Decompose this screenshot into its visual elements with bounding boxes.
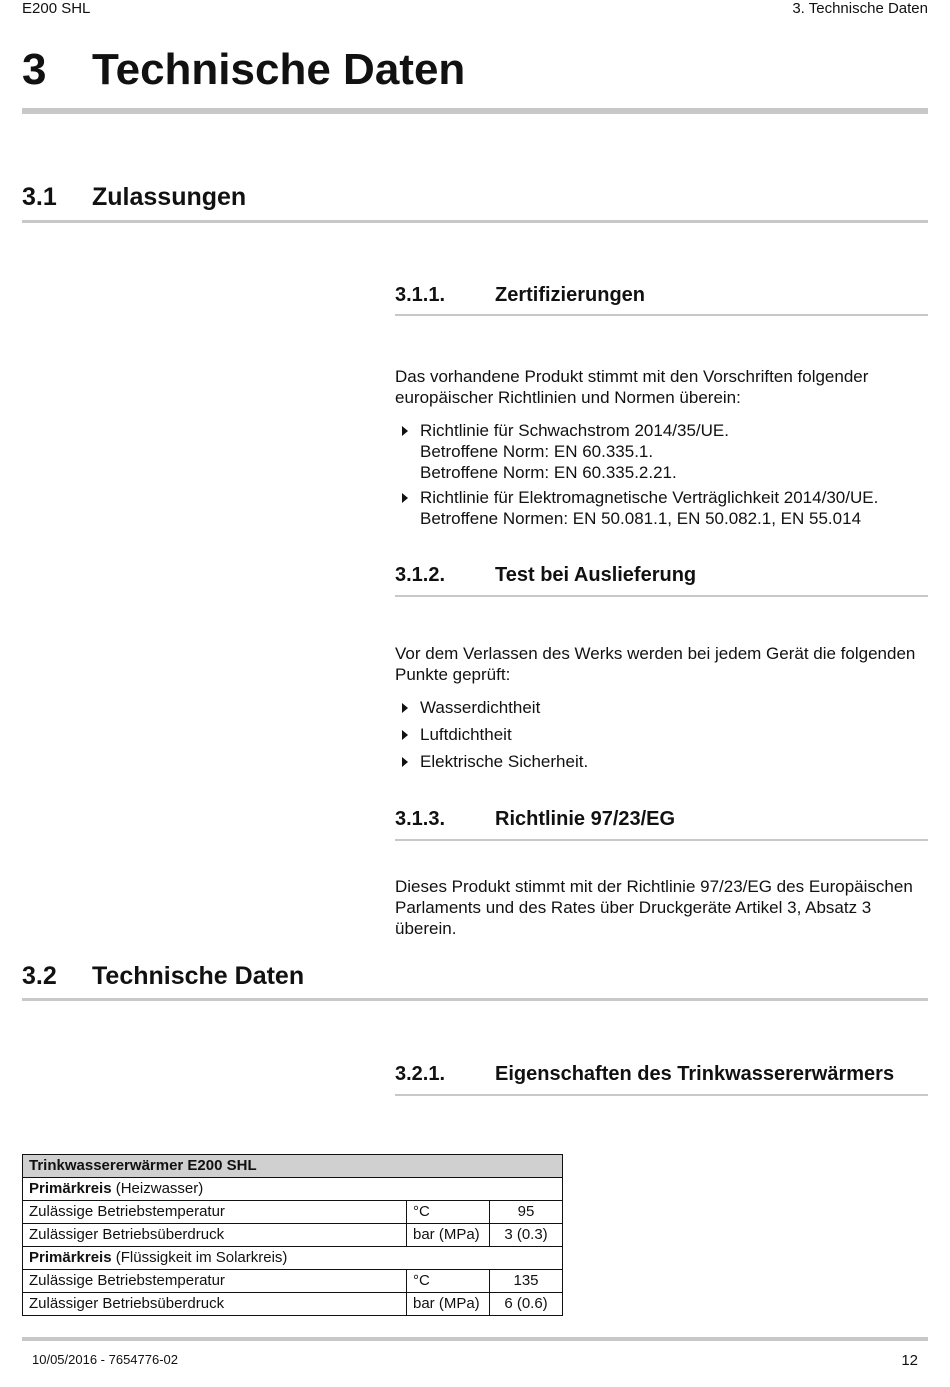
list-item <box>395 751 930 772</box>
chapter-rule <box>22 108 928 114</box>
certification-intro <box>395 366 930 408</box>
table-row <box>23 1293 563 1316</box>
section-number: 3.2 <box>22 962 57 990</box>
row-label: Zulässiger Betriebsüberdruck <box>23 1224 407 1247</box>
subsection-heading-3-1-2 <box>395 564 696 587</box>
section-title: Technische Daten <box>92 962 305 990</box>
footer-rule <box>22 1337 928 1341</box>
row-label: Zulässiger Betriebsüberdruck <box>23 1293 407 1316</box>
test-intro <box>395 643 930 685</box>
table-title-row <box>23 1155 563 1178</box>
bullet-triangle-icon <box>402 703 408 713</box>
table-row <box>23 1270 563 1293</box>
table-group-label <box>23 1247 563 1270</box>
subsection-title: Zertifizierungen <box>495 284 646 306</box>
section-title: Zulassungen <box>92 183 247 211</box>
group-label-rest: (Heizwasser) <box>111 1180 204 1197</box>
section-rule <box>22 220 928 223</box>
directive-text <box>395 876 930 939</box>
table-group-row <box>23 1247 563 1270</box>
subsection-number: 3.1.2. <box>395 564 446 586</box>
chapter-title <box>22 45 465 95</box>
page-number: 12 <box>901 1352 918 1369</box>
section-rule <box>22 998 928 1001</box>
text-line: Dieses Produkt stimmt mit der Richtlinie 97/23/EG des Europäischen <box>395 877 913 896</box>
running-header-left: E200 SHL <box>22 0 91 17</box>
text-line: Punkte geprüft: <box>395 665 511 684</box>
text-line: Betroffene Norm: EN 60.335.2.21. <box>420 463 677 482</box>
text-line: Das vorhandene Produkt stimmt mit den Vorschriften folgender <box>395 367 869 386</box>
row-unit: °C <box>407 1270 490 1293</box>
row-value: 95 <box>490 1201 563 1224</box>
text-line: Parlaments und des Rates über Druckgeräte Artikel 3, Absatz 3 <box>395 898 872 917</box>
list-item-text: Elektrische Sicherheit. <box>420 752 589 771</box>
subsection-heading-3-2-1 <box>395 1063 894 1086</box>
bullet-triangle-icon <box>402 426 408 436</box>
list-item <box>395 724 930 745</box>
list-item <box>395 697 930 718</box>
list-item <box>395 420 930 483</box>
bullet-triangle-icon <box>402 493 408 503</box>
subsection-title: Test bei Auslieferung <box>495 564 697 586</box>
row-label: Zulässige Betriebstemperatur <box>23 1270 407 1293</box>
subsection-rule <box>395 595 928 597</box>
row-value: 135 <box>490 1270 563 1293</box>
group-label-bold: Primärkreis <box>29 1249 112 1266</box>
table-group-row <box>23 1178 563 1201</box>
subsection-number: 3.1.1. <box>395 284 446 306</box>
group-label-bold: Primärkreis <box>29 1180 112 1197</box>
list-item-text: Luftdichtheit <box>420 725 512 744</box>
text-line: Vor dem Verlassen des Werks werden bei jedem Gerät die folgenden <box>395 644 916 663</box>
row-label: Zulässige Betriebstemperatur <box>23 1201 407 1224</box>
list-item-text: Wasserdichtheit <box>420 698 541 717</box>
bullet-triangle-icon <box>402 757 408 767</box>
table-row <box>23 1201 563 1224</box>
subsection-rule <box>395 314 928 316</box>
text-line: überein. <box>395 919 457 938</box>
footer-date-code: 10/05/2016 - 7654776-02 <box>32 1352 179 1367</box>
group-label-rest: (Flüssigkeit im Solarkreis) <box>111 1249 288 1266</box>
row-unit: bar (MPa) <box>407 1293 490 1316</box>
subsection-title: Richtlinie 97/23/EG <box>495 808 676 830</box>
row-unit: bar (MPa) <box>407 1224 490 1247</box>
subsection-heading-3-1-1 <box>395 284 645 307</box>
table-group-label <box>23 1178 563 1201</box>
text-line: europäischer Richtlinien und Normen überein: <box>395 388 741 407</box>
bullet-triangle-icon <box>402 730 408 740</box>
chapter-number: 3 <box>22 45 47 94</box>
table-title: Trinkwassererwärmer E200 SHL <box>23 1155 563 1178</box>
test-list <box>395 697 930 772</box>
row-unit: °C <box>407 1201 490 1224</box>
subsection-heading-3-1-3 <box>395 808 675 831</box>
text-line: Betroffene Norm: EN 60.335.1. <box>420 442 654 461</box>
text-line: Richtlinie für Schwachstrom 2014/35/UE. <box>420 421 729 440</box>
subsection-rule <box>395 839 928 841</box>
chapter-title-text: Technische Daten <box>92 45 466 94</box>
section-number: 3.1 <box>22 183 57 211</box>
list-item <box>395 487 930 529</box>
row-value: 3 (0.3) <box>490 1224 563 1247</box>
section-heading-3-1 <box>22 183 246 212</box>
spec-table <box>22 1154 563 1316</box>
subsection-number: 3.2.1. <box>395 1063 446 1085</box>
subsection-rule <box>395 1094 928 1096</box>
row-value: 6 (0.6) <box>490 1293 563 1316</box>
text-line: Betroffene Normen: EN 50.081.1, EN 50.082.1, EN 55.014 <box>420 509 862 528</box>
certification-list <box>395 420 930 529</box>
running-header-right: 3. Technische Daten <box>792 0 928 17</box>
subsection-number: 3.1.3. <box>395 808 446 830</box>
section-heading-3-2 <box>22 962 304 991</box>
text-line: Richtlinie für Elektromagnetische Verträglichkeit 2014/30/UE. <box>420 488 879 507</box>
table-row <box>23 1224 563 1247</box>
subsection-title: Eigenschaften des Trinkwassererwärmers <box>495 1063 895 1085</box>
